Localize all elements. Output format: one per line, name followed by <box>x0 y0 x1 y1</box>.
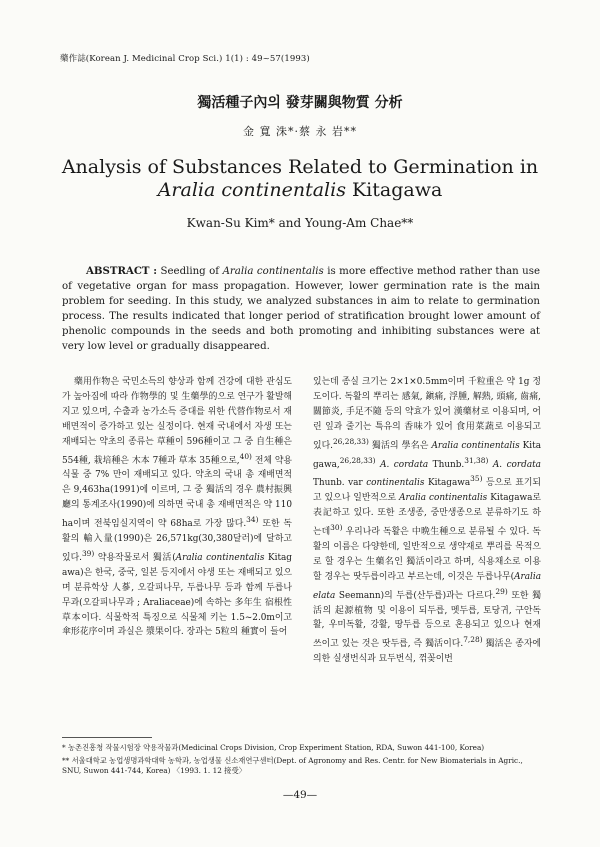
citation: 7,28) <box>463 635 483 645</box>
body-text: 전체 약용식물 중 7% 만이 재배되고 있다. 약초의 국내 총 재배면적은 9,463ha(1991)에 이르며, 그 중 獨活의 경우 農村振興廳의 통계조사(1990)에 의하면 국내 총 재배면적은 약 110ha이며 전북임실지역이 약 68ha로 가장 많다. <box>62 455 292 530</box>
body-text: 있는데 종실 크기는 2×1×0.5mm이며 千粒重은 약 1g 정도이다. 독활의 뿌리는 感氣, 鎭痛, 浮腫, 解熱, 頭痛, 齒痛, 關節炎, 手足不隨 등의 약효가 있어 漢藥材로 이용되며, 어린 잎과 줄기는 특유의 香味가 있어 食用菜蔬로 이용되고 있다. <box>313 377 541 451</box>
body-text: 獨活은 종자에 의한 실생번식과 묘두번식, 꺾꽂이번 <box>313 639 541 665</box>
citation: 35) <box>470 474 483 484</box>
body-text: 우리나라 독활은 中晩生種으로 분류될 수 있다. 독활의 이름은 다양한데, 일반적으로 생약재로 뿌리를 목적으로 할 경우는 生藥名인 獨活이라고 하며, 식용채소로 이용할 경우는 땃두릅이라고 부르는데, 이것은 두릅나무( <box>313 527 541 582</box>
footnote-divider <box>62 737 152 738</box>
footnote-2: ** 서울대학교 농업생명과학대학 농학과, 농업생물 신소재연구센터(Dept. of Agronomy and Res. Centr. for New Biomaterials in Agric., SNU, Suwon 441-744, Korea) 〈1993. 1. 12 接受〉 <box>62 756 523 775</box>
body-text: Kitagawa)은 한국, 중국, 일본 등지에서 야생 또는 재배되고 있으며 분류학상 人蔘, 오갈피나무, 두릅나무 등과 함께 두릅나무과(오갈피나무과 ; Araliaceae)에 속하는 多年生 宿根性 草本이다. 식물학적 특징으로 식물체 키는 1.5~2.0m이고 傘形花序이며 과실은 漿果이다. 장과는 5粒의 種實이 들어 <box>62 552 292 638</box>
abstract-text-2: is more effective method rather than use of vegetative organ for mass propagation. However, lower germination rate is the main problem for seeding. In this study, we analyzed substances in aim to relate to germination process. The results indicated that longer period of stratification brought lower amount of phenolic compounds in the seeds and both promoting and inhibiting substances were at very low level or gradually disappeared. <box>62 266 540 352</box>
page-number: —49— <box>282 789 318 801</box>
species-name: continentalis <box>366 478 425 489</box>
citation: 40) <box>239 451 252 461</box>
korean-title: 獨活種子內의 發芽關與物質 分析 <box>197 95 403 111</box>
species-name: Aralia continentalis <box>431 440 520 451</box>
korean-authors: 金 寬 洙*·蔡 永 岩** <box>243 125 357 138</box>
citation: 26,28,33) <box>339 455 376 465</box>
english-title <box>0 156 600 202</box>
citation: 26,28,33) <box>332 436 369 446</box>
footnote-1: * 농촌진흥청 작물시험장 약용작물과(Medicinal Crops Division, Crop Experiment Station, RDA, Suwon 441-100, Korea) <box>62 743 485 752</box>
abstract-species: Aralia continentalis <box>222 266 324 277</box>
citation: 31,38) <box>464 455 489 465</box>
body-right-column <box>313 375 541 667</box>
species-name: Aralia continentalis <box>399 493 488 504</box>
english-title-line2 <box>0 179 600 202</box>
species-name: A. cordata <box>492 459 541 470</box>
species-name: Aralia continentalis <box>175 552 265 563</box>
body-text: Seemann)의 두릅(산두릅)과는 다르다. <box>335 590 496 601</box>
citation: 29) <box>495 586 508 596</box>
body-text: 또한 獨活의 起源植物 및 이용이 되두릅, 멧두릅, 토당귀, 구안독활, 우미독활, 강활, 땅두릅 등으로 혼용되고 있으나 현재 쓰이고 있는 것은 땃두릅, 즉 獨活이다. <box>313 590 542 650</box>
body-text: 약용작물로서 獨活( <box>94 552 176 563</box>
journal-header: 藥作誌(Korean J. Medicinal Crop Sci.) 1(1) : 49~57(1993) <box>60 54 310 64</box>
species-name: A. cordata <box>380 459 429 470</box>
abstract-label: ABSTRACT : <box>86 265 158 277</box>
body-text: 獨活의 學名은 <box>368 440 432 451</box>
body-text: Kitagawa, <box>313 440 541 470</box>
citation: 39) <box>81 548 95 558</box>
body-text: Thunb. <box>428 459 465 470</box>
body-text: Thunb. var <box>313 478 367 489</box>
abstract <box>62 264 540 354</box>
english-title-line1: Analysis of Substances Related to Germination in <box>61 156 539 178</box>
body-text: Kitagawa <box>424 478 471 489</box>
english-title-species: Aralia continentalis <box>157 179 346 201</box>
citation: 34) <box>246 515 259 525</box>
english-title-species-author: Kitagawa <box>345 179 443 201</box>
body-text: 등으로 표기되고 있으나 일반적으로 <box>313 478 541 504</box>
body-left-column <box>62 375 292 640</box>
body-text: Kitagawa로 表記하고 있다. 또한 조생종, 중만생종으로 분류하기도 하는데 <box>313 493 541 538</box>
body-text: 藥用作物은 국민소득의 향상과 함께 건강에 대한 관심도가 높아짐에 따라 作物學的 및 生藥學的으로 연구가 활발해지고 있으며, 수출과 농가소득 증대를 위한 代替作物로서 재배면적이 증가하고 있는 실정이다. 현재 국내에서 자생 또는 재배되는 약초의 종류는 草種이 596種이고 그 중 自生種은 554種, 栽培種은 木本 7種과 草本 35種으로, <box>62 377 292 466</box>
citation: 30) <box>330 523 343 533</box>
body-text: 또한 독활의 輸入量(1990)은 26,571kg(30,380달러)에 달하고 있다. <box>62 519 292 563</box>
abstract-text-1: Seedling of <box>157 266 223 277</box>
species-name: Aralia elata <box>313 571 541 601</box>
english-authors: Kwan-Su Kim* and Young-Am Chae** <box>186 216 414 230</box>
